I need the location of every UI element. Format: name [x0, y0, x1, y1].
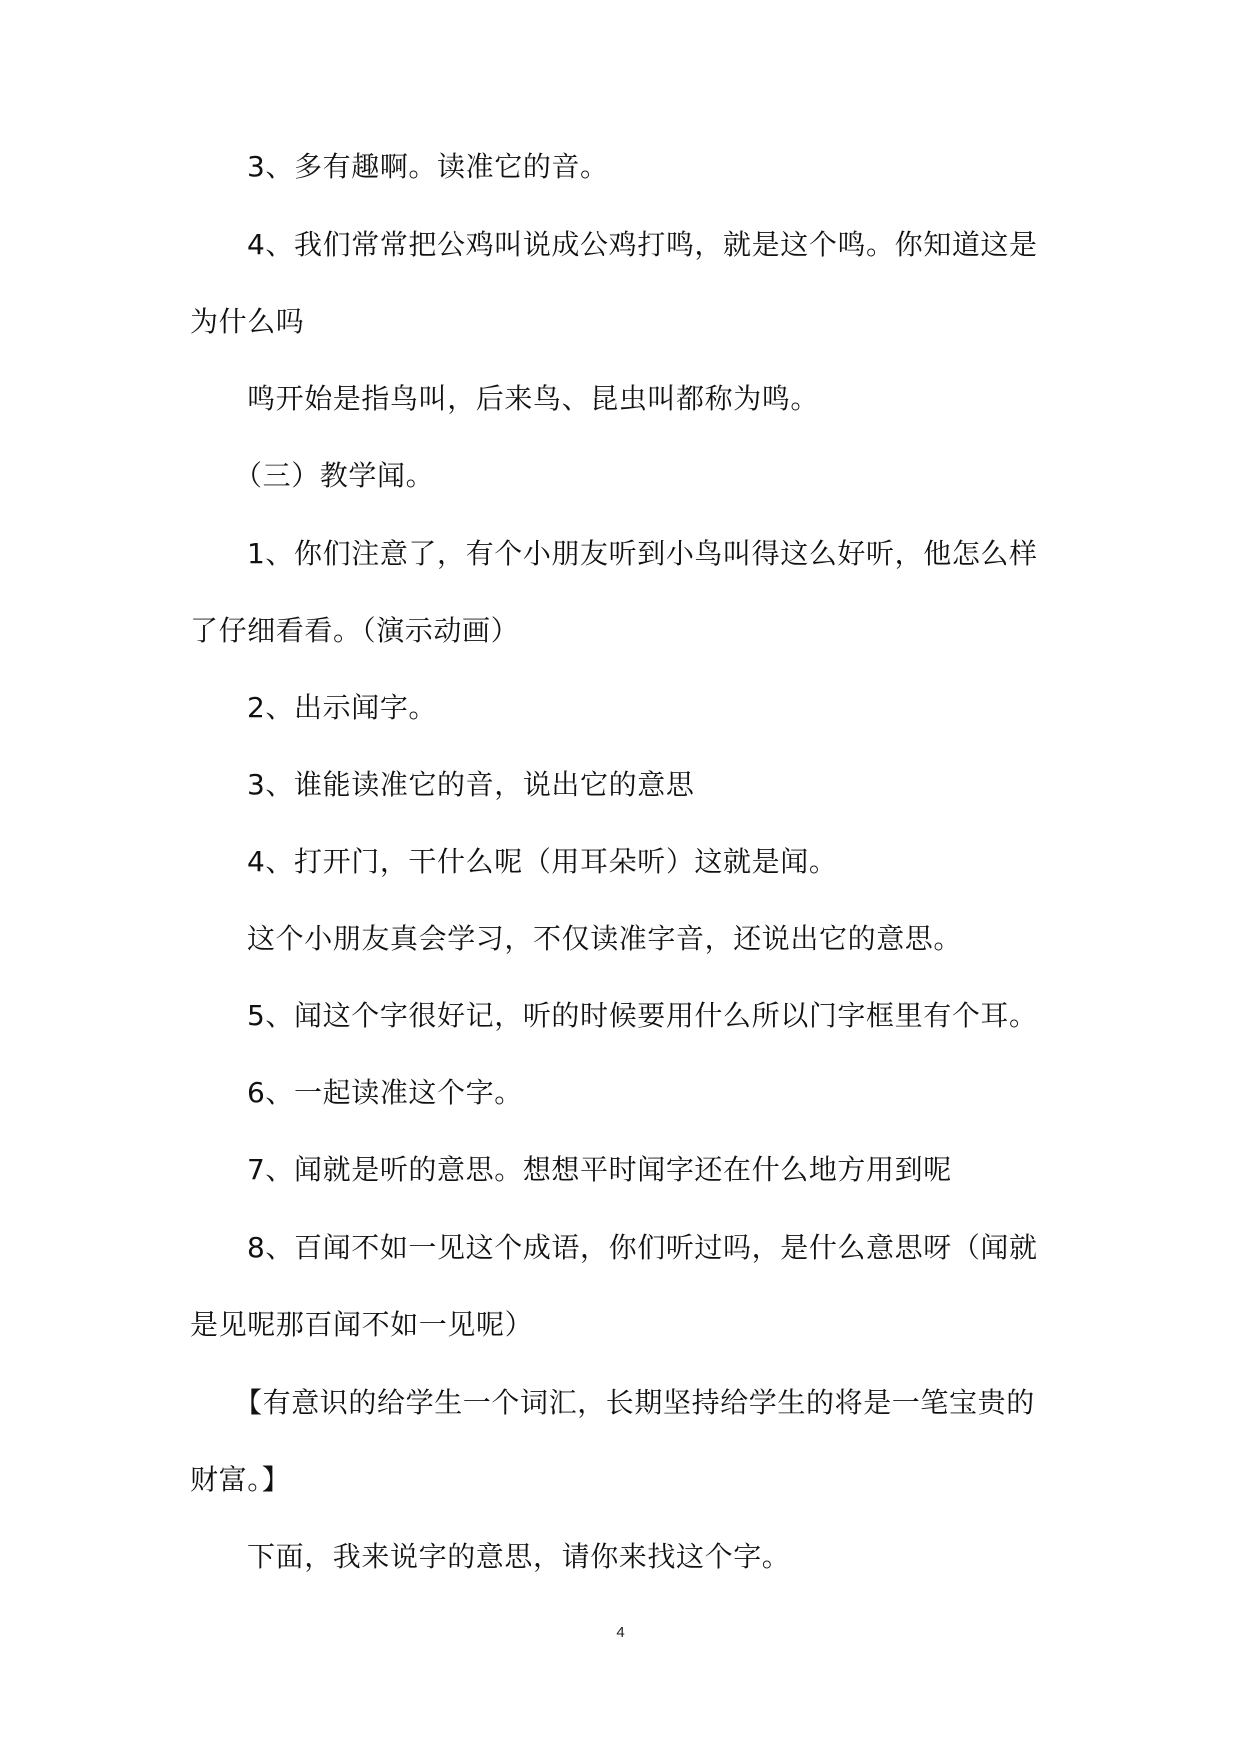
paragraph: 6、一起读准这个字。: [247, 1076, 523, 1109]
paragraph: 7、闻就是听的意思。想想平时闻字还在什么地方用到呢: [247, 1153, 952, 1186]
page-number: 4: [616, 1624, 625, 1641]
teaching-note: 【有意识的给学生一个词汇，长期坚持给学生的将是一笔宝贵的财富。】: [190, 1386, 1035, 1496]
paragraph: 下面，我来说字的意思，请你来找这个字。: [247, 1540, 791, 1573]
paragraph: 3、多有趣啊。读准它的音。: [247, 150, 609, 183]
paragraph: 鸣开始是指鸟叫，后来鸟、昆虫叫都称为鸣。: [247, 382, 820, 415]
paragraph: 3、谁能读准它的音，说出它的意思: [247, 768, 695, 801]
section-heading: （三）教学闻。: [234, 459, 435, 492]
paragraph: 2、出示闻字。: [247, 691, 438, 724]
paragraph: 8、百闻不如一见这个成语，你们听过吗，是什么意思呀（闻就是见呢那百闻不如一见呢）: [190, 1231, 1038, 1341]
paragraph: 4、打开门，干什么呢（用耳朵听）这就是闻。: [247, 845, 838, 878]
paragraph: 这个小朋友真会学习，不仅读准字音，还说出它的意思。: [247, 922, 963, 955]
document-body: [190, 145, 1060, 1612]
paragraph: 4、我们常常把公鸡叫说成公鸡打鸣，就是这个鸣。你知道这是为什么吗: [190, 228, 1038, 338]
paragraph: 1、你们注意了，有个小朋友听到小鸟叫得这么好听，他怎么样了仔细看看。（演示动画）: [190, 537, 1038, 647]
paragraph: 5、闻这个字很好记，听的时候要用什么所以门字框里有个耳。: [247, 999, 1038, 1032]
